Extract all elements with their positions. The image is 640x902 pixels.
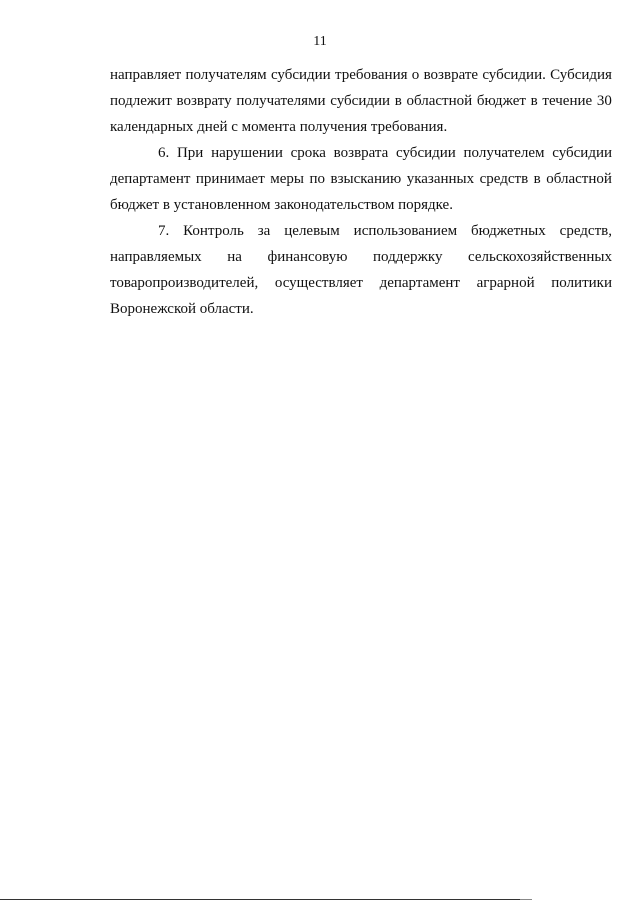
text-line bbox=[110, 140, 612, 166]
text-line bbox=[110, 218, 612, 244]
page-number: 11 bbox=[313, 34, 327, 49]
word: 7. bbox=[158, 223, 170, 239]
word: в bbox=[533, 171, 541, 187]
word: о bbox=[411, 67, 420, 83]
word: сельскохозяйственных bbox=[468, 249, 612, 265]
word: направляемых bbox=[110, 249, 202, 265]
text-line bbox=[110, 296, 612, 322]
word: субсидии bbox=[552, 145, 612, 161]
word: указанных bbox=[406, 171, 475, 187]
word: подлежит bbox=[110, 93, 172, 109]
word: финансовую bbox=[267, 249, 348, 265]
word: в bbox=[394, 93, 402, 109]
word: получателям bbox=[185, 67, 267, 83]
word: политики bbox=[551, 275, 612, 291]
text-line bbox=[110, 114, 612, 140]
word: Контроль bbox=[183, 223, 244, 239]
paragraph bbox=[110, 140, 612, 218]
word: бюджетных bbox=[471, 223, 546, 239]
word: субсидии bbox=[270, 67, 331, 83]
word: по bbox=[309, 171, 325, 187]
word: направляет bbox=[110, 67, 182, 83]
paragraph bbox=[110, 218, 612, 322]
word: аграрной bbox=[476, 275, 535, 291]
word: требования bbox=[334, 67, 408, 83]
word: возврате bbox=[423, 67, 479, 83]
bottom-scan-edge bbox=[0, 899, 520, 900]
word: департамент bbox=[110, 171, 191, 187]
word: субсидии. bbox=[482, 67, 546, 83]
word: на bbox=[227, 249, 242, 265]
word: субсидии bbox=[396, 145, 456, 161]
word: нарушении bbox=[211, 145, 283, 161]
word: 6. bbox=[158, 145, 170, 161]
word: субсидии bbox=[330, 93, 391, 109]
word: областной bbox=[406, 93, 473, 109]
word: Субсидия bbox=[550, 67, 612, 83]
word: департамент bbox=[379, 275, 460, 291]
word: областной bbox=[546, 171, 612, 187]
word: товаропроизводителей, bbox=[110, 275, 259, 291]
word: календарных дней с момента получения требования. bbox=[110, 119, 448, 135]
text-line bbox=[110, 88, 612, 114]
word: Воронежской области. bbox=[110, 301, 254, 317]
word: течение bbox=[542, 93, 593, 109]
document-body bbox=[110, 62, 612, 322]
word: за bbox=[257, 223, 271, 239]
text-line bbox=[110, 166, 612, 192]
paragraph bbox=[110, 62, 612, 140]
word: срока bbox=[290, 145, 326, 161]
word: средств, bbox=[559, 223, 612, 239]
word: принимает bbox=[195, 171, 265, 187]
word: использованием bbox=[353, 223, 458, 239]
word: целевым bbox=[284, 223, 340, 239]
word: в bbox=[530, 93, 538, 109]
text-line bbox=[110, 270, 612, 296]
word: осуществляет bbox=[274, 275, 363, 291]
word: При bbox=[176, 145, 204, 161]
word: средств bbox=[479, 171, 529, 187]
bottom-scan-edge-fragment bbox=[520, 899, 532, 900]
word: бюджет bbox=[476, 93, 526, 109]
text-line bbox=[110, 244, 612, 270]
word: 30 bbox=[596, 93, 612, 109]
word: возврата bbox=[333, 145, 389, 161]
word: получателями bbox=[236, 93, 326, 109]
word: поддержку bbox=[373, 249, 443, 265]
word: взысканию bbox=[330, 171, 402, 187]
text-line bbox=[110, 192, 612, 218]
word: возврату bbox=[176, 93, 232, 109]
word: меры bbox=[270, 171, 304, 187]
word: получателем bbox=[463, 145, 545, 161]
text-line bbox=[110, 62, 612, 88]
word: бюджет в установленном законодательством порядке. bbox=[110, 197, 453, 213]
